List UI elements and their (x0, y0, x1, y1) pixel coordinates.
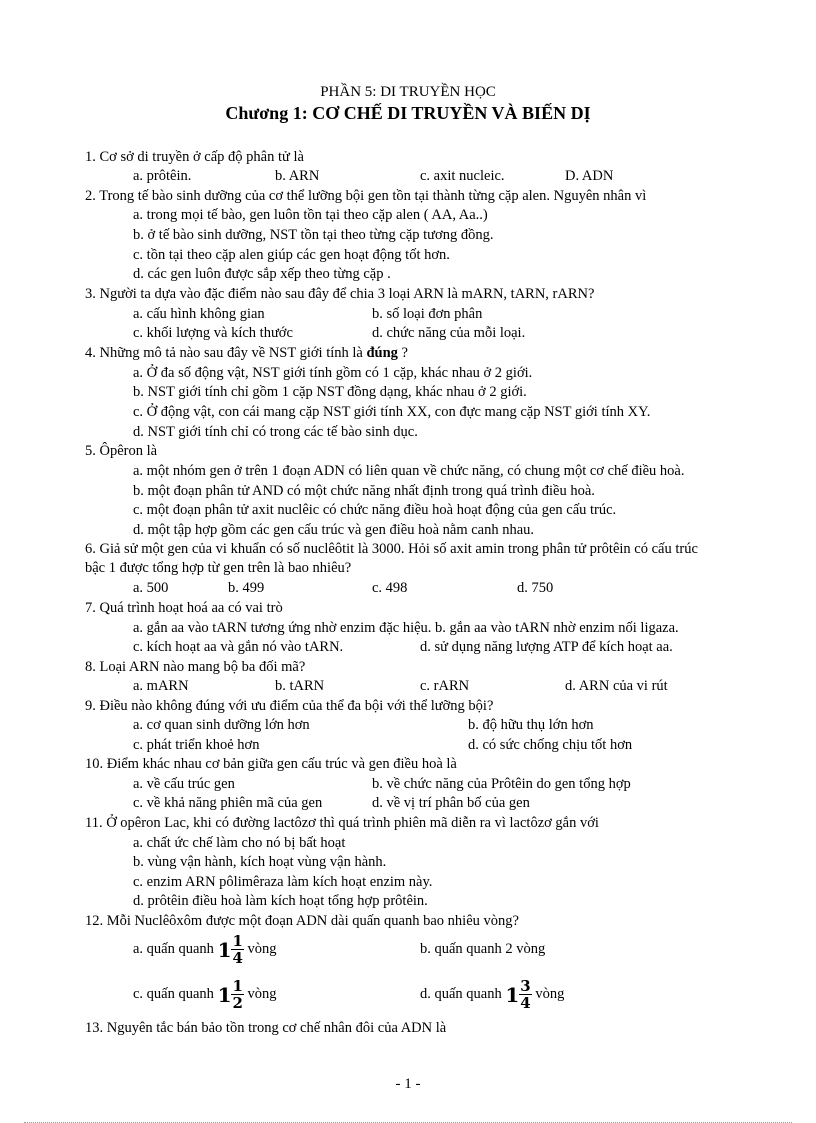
question-9-option-c: c. phát triển khoẻ hơn (133, 737, 260, 753)
question-1-stem: 1. Cơ sở di truyền ở cấp độ phân tử là (85, 149, 304, 165)
question-2-option-a: a. trong mọi tế bào, gen luôn tồn tại theo cặp alen ( AA, Aa..) (133, 207, 488, 223)
fraction-stack (519, 978, 531, 1011)
chapter-heading: Chương 1: CƠ CHẾ DI TRUYỀN VÀ BIẾN DỊ (225, 103, 591, 123)
fraction-whole: 1 (217, 937, 232, 962)
question-4-stem-emphasis: đúng (366, 345, 398, 361)
question-12-option-a-unit: vòng (247, 941, 277, 957)
question-1-option-d: D. ADN (565, 168, 614, 184)
question-10-stem: 10. Điểm khác nhau cơ bản giữa gen cấu trúc và gen điều hoà là (85, 756, 457, 772)
question-1-option-a: a. prôtêin. (133, 168, 192, 184)
question-12-stem: 12. Mỗi Nuclêôxôm được một đoạn ADN dài quấn quanh bao nhiêu vòng? (85, 913, 519, 929)
question-6-option-c: c. 498 (372, 580, 408, 596)
question-9-stem: 9. Điều nào không đúng với ưu điểm của thể đa bội với thể lưỡng bội? (85, 698, 494, 714)
fraction-numerator: 1 (232, 977, 243, 996)
question-4-stem-end: ? (397, 345, 408, 361)
question-12-option-d-text: d. quấn quanh (420, 986, 502, 1002)
fraction-denominator: 4 (520, 994, 531, 1013)
question-4-option-b: b. NST giới tính chỉ gồm 1 cặp NST đồng dạng, khác nhau ở 2 giới. (133, 384, 527, 400)
question-8-stem: 8. Loại ARN nào mang bộ ba đối mã? (85, 659, 306, 675)
question-4-stem (85, 344, 408, 362)
question-8-option-a: a. mARN (133, 678, 189, 694)
question-6-stem-line-2: bậc 1 được tổng hợp từ gen trên là bao nhiêu? (85, 560, 352, 576)
question-13-stem: 13. Nguyên tắc bán bảo tồn trong cơ chế nhân đôi của ADN là (85, 1020, 447, 1036)
question-3-stem: 3. Người ta dựa vào đặc điểm nào sau đây để chia 3 loại ARN là mARN, tARN, rARN? (85, 286, 595, 302)
fraction-numerator: 1 (232, 932, 243, 951)
fraction-whole: 1 (217, 982, 232, 1007)
question-8-option-b: b. tARN (275, 678, 325, 694)
question-7-option-c: c. kích hoạt aa và gắn nó vào tARN. (133, 639, 344, 655)
question-3-option-b: b. số loại đơn phân (372, 306, 483, 322)
page-number: - 1 - (395, 1076, 421, 1092)
question-9-option-d: d. có sức chống chịu tốt hơn (468, 737, 633, 753)
part-heading: PHẦN 5: DI TRUYỀN HỌC (320, 84, 496, 100)
question-12-option-a-text: a. quấn quanh (133, 941, 214, 957)
question-12-option-c-text: c. quấn quanh (133, 986, 214, 1002)
question-10-option-a: a. về cấu trúc gen (133, 776, 235, 792)
question-5-option-a: a. một nhóm gen ở trên 1 đoạn ADN có liên quan về chức năng, có chung một cơ chế điều hoà. (133, 463, 685, 479)
question-8-option-c: c. rARN (420, 678, 470, 694)
question-10-option-c: c. về khả năng phiên mã của gen (133, 795, 323, 811)
question-5-stem: 5. Ôpêron là (85, 443, 158, 459)
question-9-option-b: b. độ hữu thụ lớn hơn (468, 717, 594, 733)
fraction-stack (231, 978, 243, 1011)
fraction-one-and-a-half (218, 975, 244, 1015)
question-5-option-d: d. một tập hợp gồm các gen cấu trúc và gen điều hoà nằm canh nhau. (133, 522, 535, 538)
question-4-option-a: a. Ở đa số động vật, NST giới tính gồm có 1 cặp, khác nhau ở 2 giới. (133, 365, 533, 381)
question-2-option-b: b. ở tế bào sinh dưỡng, NST tồn tại theo từng cặp tương đồng. (133, 227, 494, 243)
question-2-option-c: c. tồn tại theo cặp alen giúp các gen hoạt động tốt hơn. (133, 247, 450, 263)
question-10-option-d: d. về vị trí phân bố của gen (372, 795, 530, 811)
fraction-denominator: 4 (232, 949, 243, 968)
question-2-option-d: d. các gen luôn được sắp xếp theo từng cặp . (133, 266, 391, 282)
question-8-option-d: d. ARN của vi rút (565, 678, 668, 694)
question-12-option-c (133, 974, 277, 1015)
question-11-option-d: d. prôtêin điều hoà làm kích hoạt tổng hợp prôtêin. (133, 893, 428, 909)
fraction-one-and-a-quarter (218, 930, 244, 970)
question-12-option-b: b. quấn quanh 2 vòng (420, 941, 546, 957)
question-3-option-c: c. khối lượng và kích thước (133, 325, 293, 341)
question-6-option-a: a. 500 (133, 580, 169, 596)
fraction-stack (231, 933, 243, 966)
question-3-option-a: a. cấu hình không gian (133, 306, 265, 322)
question-11-stem: 11. Ở opêron Lac, khi có đường lactôzơ thì quá trình phiên mã diễn ra vì lactôzơ gắn với (85, 815, 599, 831)
question-3-option-d: d. chức năng của mỗi loại. (372, 325, 526, 341)
question-12-option-a (133, 929, 277, 970)
question-4-option-c: c. Ở động vật, con cái mang cặp NST giới tính XX, con đực mang cặp NST giới tính XY. (133, 404, 651, 420)
question-10-option-b: b. về chức năng của Prôtêin do gen tổng hợp (372, 776, 631, 792)
question-5-option-c: c. một đoạn phân tử axit nuclêic có chức năng điều hoà hoạt động của gen cấu trúc. (133, 502, 617, 518)
question-11-option-c: c. enzim ARN pôlimêraza làm kích hoạt enzim này. (133, 874, 433, 890)
question-11-option-a: a. chất ức chế làm cho nó bị bất hoạt (133, 835, 346, 851)
question-1-option-b: b. ARN (275, 168, 320, 184)
question-7-stem: 7. Quá trình hoạt hoá aa có vai trò (85, 600, 283, 616)
question-6-option-d: d. 750 (517, 580, 554, 596)
question-9-option-a: a. cơ quan sinh dưỡng lớn hơn (133, 717, 310, 733)
question-7-option-d: d. sử dụng năng lượng ATP để kích hoạt aa. (420, 639, 673, 655)
question-5-option-b: b. một đoạn phân tử AND có một chức năng nhất định trong quá trình điều hoà. (133, 483, 595, 499)
fraction-whole: 1 (505, 982, 520, 1007)
fraction-numerator: 3 (520, 977, 531, 996)
fraction-one-and-three-quarters (505, 975, 531, 1015)
question-6-stem-line-1: 6. Giả sử một gen của vi khuẩn có số nuclêôtit là 3000. Hỏi số axit amin trong phân tử prôtêin có cấu trúc (85, 541, 698, 557)
question-2-stem: 2. Trong tế bào sinh dưỡng của cơ thể lưỡng bội gen tồn tại thành từng cặp alen. Nguyên nhân vì (85, 188, 647, 204)
question-4-stem-text: 4. Những mô tả nào sau đây về NST giới tính là (85, 345, 367, 361)
question-7-options-ab: a. gắn aa vào tARN tương ứng nhờ enzim đặc hiệu. b. gắn aa vào tARN nhờ enzim nối ligaza. (133, 620, 679, 636)
question-12-option-c-unit: vòng (247, 986, 277, 1002)
question-6-option-b: b. 499 (228, 580, 265, 596)
question-11-option-b: b. vùng vận hành, kích hoạt vùng vận hành. (133, 854, 387, 870)
question-12-option-d-unit: vòng (535, 986, 565, 1002)
question-4-option-d: d. NST giới tính chỉ có trong các tế bào sinh dục. (133, 424, 418, 440)
question-12-option-d (420, 974, 564, 1015)
question-1-option-c: c. axit nucleic. (420, 168, 505, 184)
fraction-denominator: 2 (232, 994, 243, 1013)
